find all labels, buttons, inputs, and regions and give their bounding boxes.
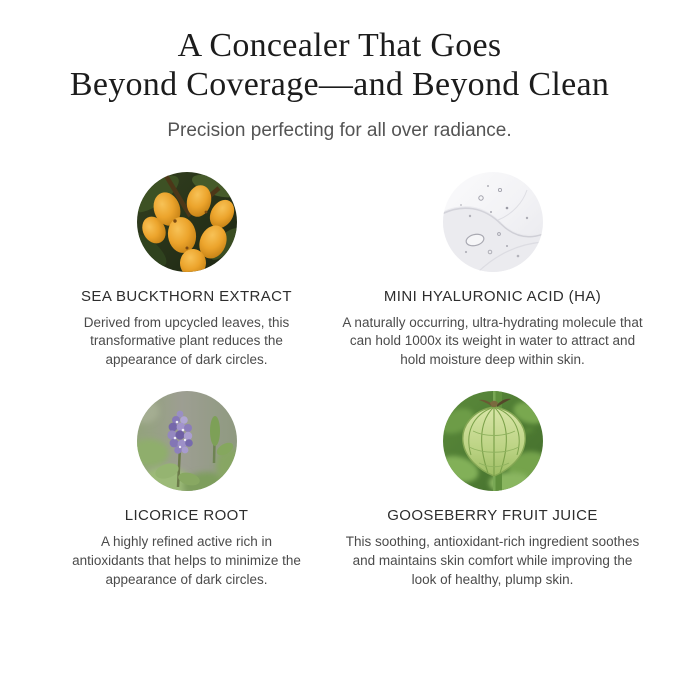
gooseberry-husk-photo bbox=[443, 391, 543, 491]
ingredient-card-gooseberry bbox=[340, 391, 646, 589]
ingredient-card-licorice-root bbox=[34, 391, 340, 589]
title-line-1: A Concealer That Goes bbox=[177, 27, 502, 64]
title-line-2: Beyond Coverage—and Beyond Clean bbox=[69, 66, 610, 104]
sea-buckthorn-berries-photo bbox=[137, 172, 237, 272]
ingredient-name: SEA BUCKTHORN EXTRACT bbox=[81, 287, 292, 305]
ingredient-card-hyaluronic-acid bbox=[340, 172, 646, 370]
ingredient-description: This soothing, antioxidant-rich ingredient soothes and maintains skin comfort while improving the look of healthy, plump skin. bbox=[345, 534, 640, 587]
clear-gel-texture-photo bbox=[443, 172, 543, 272]
ingredient-grid bbox=[34, 172, 646, 590]
page-subtitle: Precision perfecting for all over radiance. bbox=[167, 119, 512, 141]
page-title bbox=[0, 26, 679, 105]
licorice-flower-photo bbox=[137, 391, 237, 491]
ingredient-description: A highly refined active rich in antioxidants that helps to minimize the appearance of dark circles. bbox=[72, 534, 301, 587]
ingredient-name: MINI HYALURONIC ACID (HA) bbox=[383, 287, 602, 305]
ingredient-name: GOOSEBERRY FRUIT JUICE bbox=[387, 507, 598, 525]
ingredient-card-sea-buckthorn bbox=[34, 172, 340, 370]
ingredient-name: LICORICE ROOT bbox=[124, 507, 249, 525]
ingredient-description: A naturally occurring, ultra-hydrating molecule that can hold 1000x its weight in water to attract and hold moisture deep within skin. bbox=[342, 314, 643, 367]
ingredient-description: Derived from upcycled leaves, this transformative plant reduces the appearance of dark circles. bbox=[83, 314, 290, 367]
